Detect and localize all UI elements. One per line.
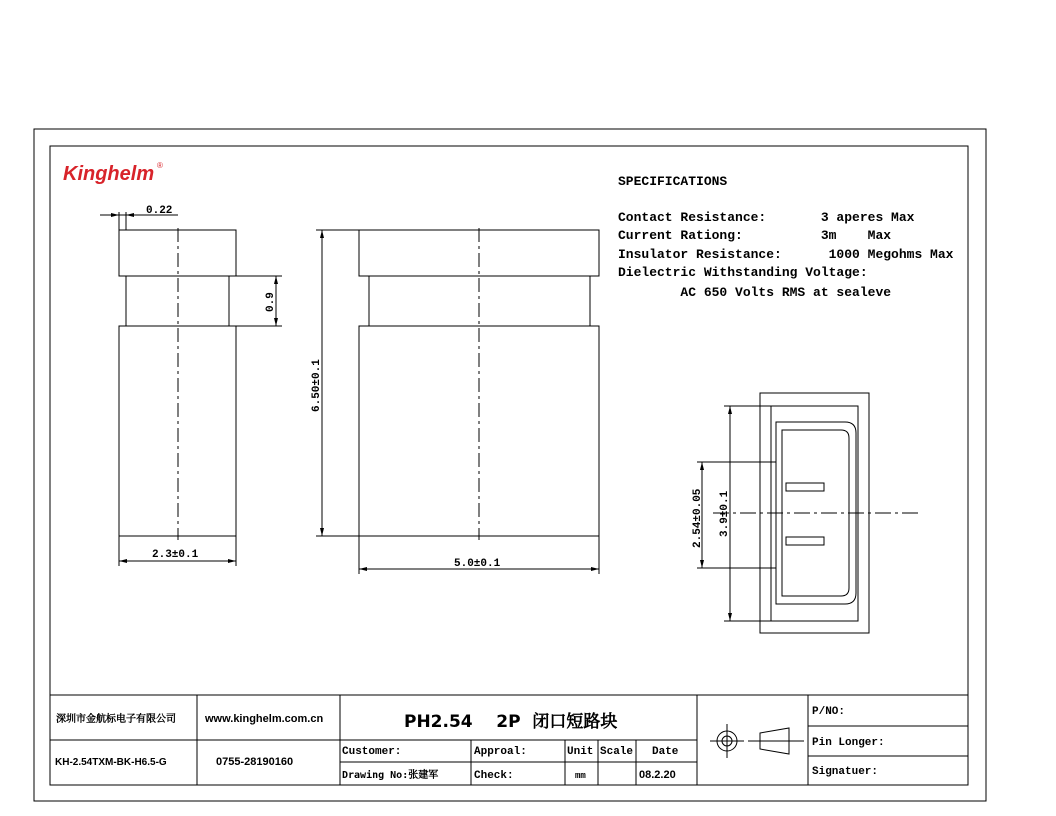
dim-label-neck: 0.9 xyxy=(265,292,277,312)
arrow-width-front-a xyxy=(359,567,367,571)
tb-date-value: 08.2.20 xyxy=(639,769,676,781)
tb-scale-label: Scale xyxy=(600,746,634,758)
arrow-span-top xyxy=(728,406,732,414)
tb-drawing-no: Drawing No:张建军 xyxy=(342,770,439,781)
spec-line-contact: Contact Resistance: 3 aperes Max xyxy=(618,210,915,225)
brand-reg-mark: ® xyxy=(157,161,163,170)
arrow-pitch-top xyxy=(700,462,704,470)
dim-label-width-front: 5.0±0.1 xyxy=(454,558,501,570)
spec-line-current: Current Rationg: 3m Max xyxy=(618,228,892,243)
tb-phone: 0755-28190160 xyxy=(216,756,294,768)
tb-website: www.kinghelm.com.cn xyxy=(205,713,324,725)
arrow-height-top xyxy=(320,230,324,238)
arrow-width-side-a xyxy=(119,559,127,563)
arrow-top-step-b xyxy=(126,213,134,217)
tb-pin-longer-label: Pin Longer: xyxy=(812,737,885,749)
tb-part-no: KH-2.54TXM-BK-H6.5-G xyxy=(55,757,167,768)
tb-pno-label: P/NO: xyxy=(812,706,846,718)
dim-label-pin-span: 3.9±0.1 xyxy=(719,490,731,537)
spec-line-dielectric: Dielectric Withstanding Voltage: xyxy=(618,265,868,280)
spec-line-insulator: Insulator Resistance: 1000 Megohms Max xyxy=(618,247,954,262)
spec-line-voltage: AC 650 Volts RMS at sealeve xyxy=(618,285,892,300)
dim-label-total-height: 6.50±0.1 xyxy=(311,359,323,412)
tb-unit-value: mm xyxy=(575,771,586,781)
arrow-height-bottom xyxy=(320,528,324,536)
spec-heading: SPECIFICATIONS xyxy=(618,174,728,189)
tb-date-label: Date xyxy=(652,746,679,758)
dim-label-pitch: 2.54±0.05 xyxy=(692,488,704,548)
tb-title: PH2.54 2P 闭口短路块 xyxy=(404,712,618,732)
dim-label-width-side: 2.3±0.1 xyxy=(152,549,199,561)
arrow-neck-bottom xyxy=(274,318,278,326)
tb-check-label: Check: xyxy=(474,770,514,782)
brand-logo: Kinghelm xyxy=(63,163,155,185)
arrow-top-step xyxy=(111,213,119,217)
front-view xyxy=(316,228,599,574)
side-view xyxy=(100,212,282,566)
contact-pin-lower xyxy=(786,537,824,545)
dim-label-top-step: 0.22 xyxy=(146,205,173,217)
tb-customer-label: Customer: xyxy=(342,746,402,758)
tb-unit-label: Unit xyxy=(567,746,594,758)
tb-signature-label: Signatuer: xyxy=(812,766,879,778)
contact-pin-upper xyxy=(786,483,824,491)
tb-company: 深圳市金航标电子有限公司 xyxy=(56,714,176,725)
arrow-width-side-b xyxy=(228,559,236,563)
arrow-span-bottom xyxy=(728,613,732,621)
specifications-block xyxy=(618,174,954,300)
arrow-width-front-b xyxy=(591,567,599,571)
arrow-neck-top xyxy=(274,276,278,284)
tb-approval-label: Approal: xyxy=(474,746,527,758)
arrow-pitch-bottom xyxy=(700,560,704,568)
